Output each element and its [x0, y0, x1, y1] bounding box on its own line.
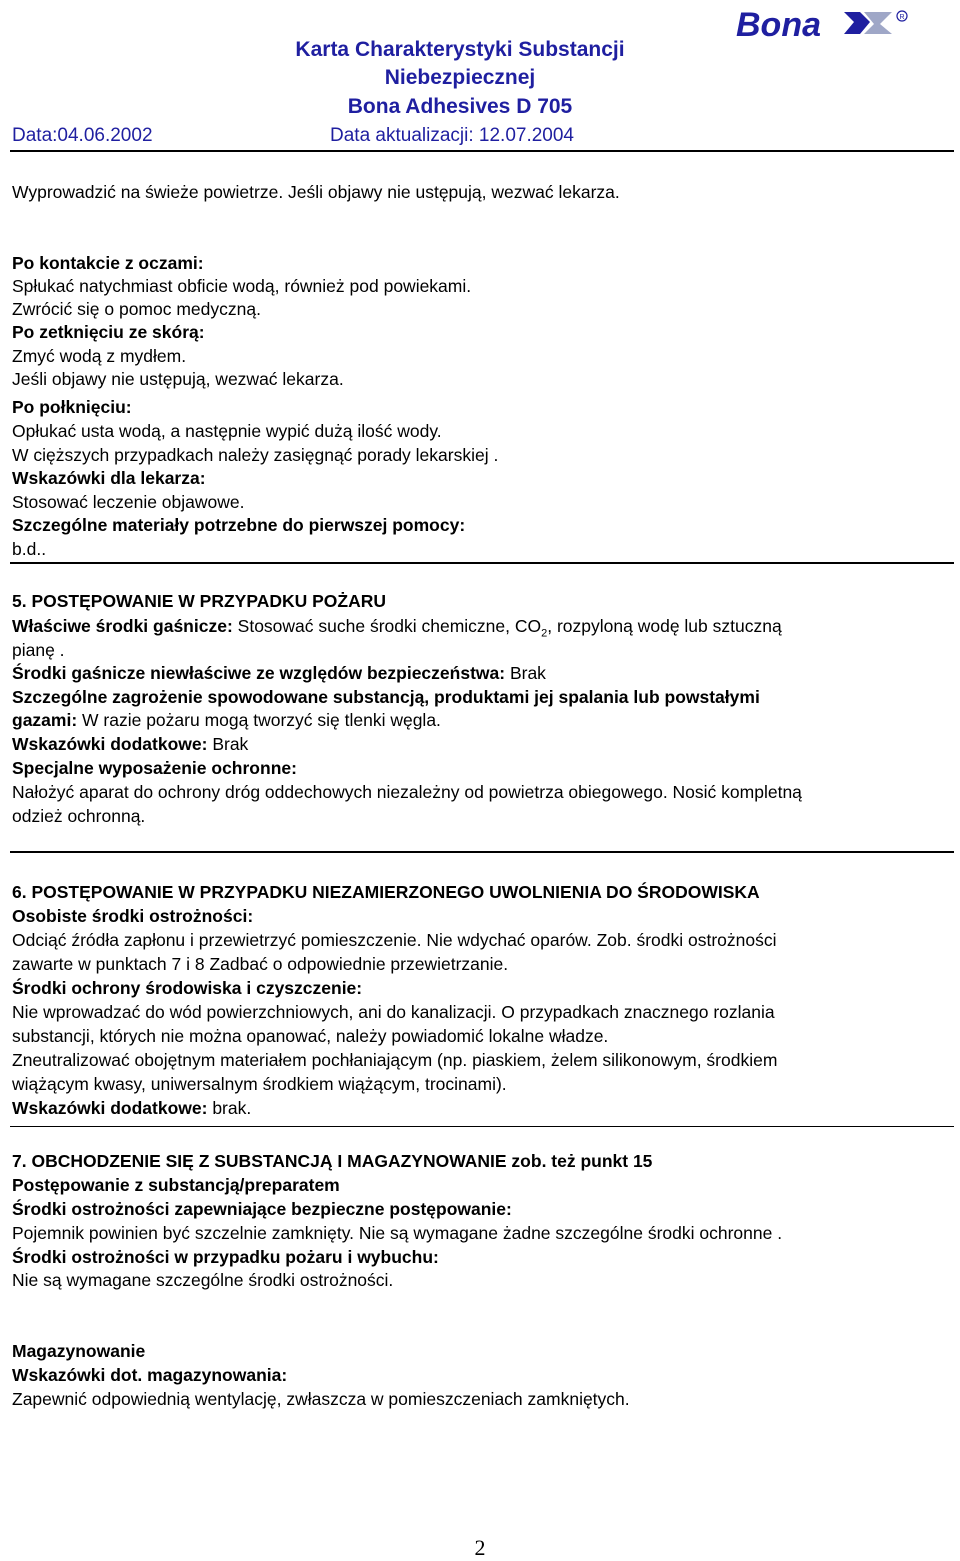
environment-line-1: Nie wprowadzać do wód powierzchniowych, ani do kanalizacji. O przypadkach znacznego rozlania [12, 1002, 775, 1022]
special-hazard-text: W razie pożaru mogą tworzyć się tlenki węgla. [82, 710, 441, 730]
safe-handling-heading: Środki ostrożności zapewniające bezpieczne postępowanie: [12, 1199, 512, 1219]
doctor-line-1: Stosować leczenie objawowe. [12, 492, 245, 512]
logo-mark-left [844, 12, 870, 34]
section-divider-5-6 [10, 851, 954, 853]
swallow-line-2: W cięższych przypadkach należy zasięgnąć porady lekarskiej . [12, 445, 499, 465]
storage-guidance-heading: Wskazówki dot. magazynowania: [12, 1365, 288, 1385]
page-number: 2 [474, 1535, 486, 1560]
fire-extra-line [12, 733, 248, 756]
section-divider-6-7 [10, 1126, 954, 1127]
eyes-heading: Po kontakcie z oczami: [12, 253, 204, 273]
logo-text: Bona [736, 6, 821, 40]
skin-heading: Po zetknięciu ze skórą: [12, 322, 205, 342]
environment-line-4: wiążącym kwasy, uniwersalnym środkiem wiążącym, trocinami). [12, 1074, 507, 1094]
section-6-title: 6. POSTĘPOWANIE W PRZYPADKU NIEZAMIERZONEGO UWOLNIENIA DO ŚRODOWISKA [12, 882, 760, 902]
first-aid-fresh-air: Wyprowadzić na świeże powietrze. Jeśli objawy nie ustępują, wezwać lekarza. [12, 182, 620, 202]
document-header [0, 0, 960, 152]
svg-text:R: R [899, 14, 905, 21]
environment-heading: Środki ochrony środowiska i czyszczenie: [12, 978, 363, 998]
handling-heading: Postępowanie z substancją/preparatem [12, 1175, 340, 1195]
safe-handling-line-1: Pojemnik powinien być szczelnie zamknięty. Nie są wymagane żadne szczególne środki ochronne . [12, 1223, 783, 1243]
proper-extinguishers-text-3: pianę . [12, 640, 65, 660]
personal-precautions-line-1: Odciąć źródła zapłonu i przewietrzyć pomieszczenie. Nie wdychać oparów. Zob. środki ostrożności [12, 930, 777, 950]
release-extra-heading: Wskazówki dodatkowe: [12, 1098, 208, 1118]
section-7-title: 7. OBCHODZENIE SIĘ Z SUBSTANCJĄ I MAGAZYNOWANIE zob. też punkt 15 [12, 1151, 653, 1171]
special-hazard-line [12, 709, 441, 732]
fire-extra-heading: Wskazówki dodatkowe: [12, 734, 208, 754]
fire-extra-text: Brak [212, 734, 249, 754]
header-product-name: Bona Adhesives D 705 [347, 95, 573, 118]
eyes-line-1: Spłukać natychmiast obficie wodą, również pod powiekami. [12, 276, 472, 296]
header-title-line2: Niebezpiecznej [384, 66, 536, 89]
improper-extinguishers-line [12, 662, 546, 685]
ppe-line-1: Nałożyć aparat do ochrony dróg oddechowych niezależny od powietrza obiegowego. Nosić kompletną [12, 782, 802, 802]
environment-line-3: Zneutralizować obojętnym materiałem pochłaniającym (np. piaskiem, żelem silikonowym, środkiem [12, 1050, 778, 1070]
eyes-line-2: Zwrócić się o pomoc medyczną. [12, 299, 261, 319]
header-divider [10, 150, 954, 152]
proper-extinguishers-heading: Właściwe środki gaśnicze: [12, 616, 233, 636]
header-updated-date: Data aktualizacji: 12.07.2004 [330, 125, 574, 146]
ppe-heading: Specjalne wyposażenie ochronne: [12, 758, 297, 778]
special-hazard-heading: Szczególne zagrożenie spowodowane substancją, produktami jej spalania lub powstałymi [12, 687, 760, 707]
co2-subscript: 2 [541, 627, 548, 640]
header-title-line1: Karta Charakterystyki Substancji [295, 38, 625, 61]
bona-logo [736, 6, 910, 40]
environment-line-2: substancji, których nie można opanować, należy powiadomić lokalne władze. [12, 1026, 609, 1046]
section-5-title: 5. POSTĘPOWANIE W PRZYPADKU POŻARU [12, 591, 387, 611]
swallow-heading: Po połknięciu: [12, 397, 132, 417]
improper-extinguishers-heading: Środki gaśnicze niewłaściwe ze względów bezpieczeństwa: [12, 663, 506, 683]
materials-line-1: b.d.. [12, 539, 47, 559]
release-extra-text: brak. [212, 1098, 252, 1118]
release-extra-line [12, 1097, 251, 1120]
doctor-heading: Wskazówki dla lekarza: [12, 468, 206, 488]
skin-line-1: Zmyć wodą z mydłem. [12, 346, 187, 366]
swallow-line-1: Opłukać usta wodą, a następnie wypić dużą ilość wody. [12, 421, 442, 441]
proper-extinguishers-text: Stosować suche środki chemiczne, CO [237, 616, 542, 636]
header-date: Data:04.06.2002 [12, 125, 153, 146]
fire-explosion-heading: Środki ostrożności w przypadku pożaru i wybuchu: [12, 1247, 439, 1267]
materials-heading: Szczególne materiały potrzebne do pierwszej pomocy: [12, 515, 466, 535]
personal-precautions-line-2: zawarte w punktach 7 i 8 Zadbać o odpowiednie przewietrzanie. [12, 954, 509, 974]
ppe-line-2: odzież ochronną. [12, 806, 146, 826]
improper-extinguishers-text: Brak [509, 663, 546, 683]
special-hazard-heading-2: gazami: [12, 710, 78, 730]
personal-precautions-heading: Osobiste środki ostrożności: [12, 906, 254, 926]
section-divider-4-5 [10, 562, 954, 564]
storage-heading: Magazynowanie [12, 1341, 146, 1361]
storage-line-1: Zapewnić odpowiednią wentylację, zwłaszcza w pomieszczeniach zamkniętych. [12, 1389, 630, 1409]
proper-extinguishers-line [12, 615, 782, 638]
proper-extinguishers-text-2: , rozpyloną wodę lub sztuczną [547, 616, 782, 636]
skin-line-2: Jeśli objawy nie ustępują, wezwać lekarza. [12, 369, 344, 389]
fire-explosion-line-1: Nie są wymagane szczególne środki ostrożności. [12, 1270, 394, 1290]
